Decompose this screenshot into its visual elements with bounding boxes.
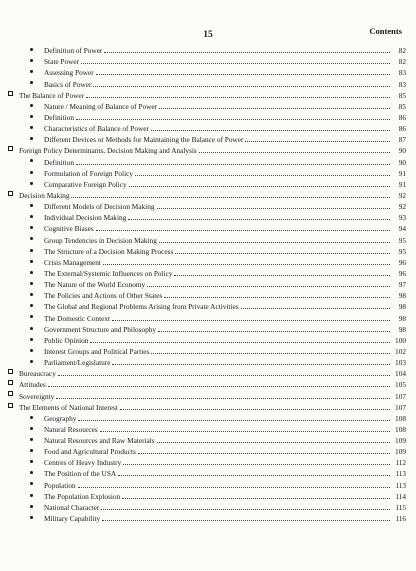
round-bullet-icon: [30, 282, 33, 285]
toc-entry-title: Population: [44, 480, 76, 490]
toc-entry-title: Interest Groups and Political Parties: [44, 346, 150, 356]
toc-entry-title: Definition of Power: [44, 46, 103, 56]
toc-entry-title: Different Devices or Methods for Maintaining the Balance of Power: [44, 135, 244, 145]
toc-page-number: 103: [395, 358, 406, 368]
round-bullet-icon: [30, 126, 33, 129]
toc-page-number: 108: [395, 413, 406, 423]
toc-entry-title: Crisis Management: [44, 257, 101, 267]
toc-page-number: 96: [398, 268, 406, 278]
dot-leader: [159, 242, 390, 243]
toc-entry-title: Comparative Foreign Policy: [44, 179, 127, 189]
square-bullet-icon: [8, 146, 13, 151]
toc-subsection-entry: [8, 233, 406, 244]
toc-subsection-entry: [8, 245, 406, 256]
toc-section-entry: [8, 389, 406, 400]
round-bullet-icon: [30, 182, 33, 185]
round-bullet-icon: [30, 360, 33, 363]
toc-subsection-entry: [8, 456, 406, 467]
toc-subsection-entry: [8, 222, 406, 233]
toc-page-number: 115: [395, 502, 406, 512]
toc-entry-title: Group Tendencies in Decision Making: [44, 235, 157, 245]
dot-leader: [151, 353, 390, 354]
dot-leader: [112, 364, 390, 365]
toc-subsection-entry: [8, 345, 406, 356]
toc-subsection-entry: [8, 267, 406, 278]
round-bullet-icon: [30, 70, 33, 73]
toc-subsection-entry: [8, 490, 406, 501]
dot-leader: [118, 475, 390, 476]
running-header-title: Contents: [369, 26, 402, 36]
toc-page-number: 102: [395, 346, 406, 356]
toc-section-entry: [8, 144, 406, 155]
toc-entry-title: Individual Decision Making: [44, 213, 127, 223]
toc-entry-title: Natural Resources and Raw Materials: [44, 436, 155, 446]
dot-leader: [76, 119, 390, 120]
round-bullet-icon: [30, 471, 33, 474]
toc-subsection-entry: [8, 467, 406, 478]
toc-entry-title: Decision Making: [19, 190, 70, 200]
toc-section-entry: [8, 378, 406, 389]
dot-leader: [147, 286, 390, 287]
toc-page-number: 90: [398, 157, 406, 167]
toc-page-number: 95: [398, 235, 406, 245]
toc-page-number: 113: [395, 469, 406, 479]
toc-page-number: 96: [398, 257, 406, 267]
toc-entry-title: Foreign Policy Determinants, Decision Making and Analysis: [19, 146, 197, 156]
toc-page-number: 91: [398, 168, 406, 178]
toc-subsection-entry: [8, 178, 406, 189]
toc-entry-title: Different Models of Decision Making: [44, 202, 155, 212]
toc-page-number: 93: [398, 213, 406, 223]
toc-page-number: 92: [398, 190, 406, 200]
dot-leader: [56, 398, 390, 399]
toc-page-number: 109: [395, 447, 406, 457]
toc-page-number: 100: [395, 335, 406, 345]
dot-leader: [245, 141, 390, 142]
toc-section-entry: [8, 367, 406, 378]
toc-section-entry: [8, 401, 406, 412]
toc-entry-title: Government Structure and Philosophy: [44, 324, 157, 334]
toc-entry-title: Parliament/Legislature: [44, 358, 111, 368]
round-bullet-icon: [30, 482, 33, 485]
round-bullet-icon: [30, 449, 33, 452]
dot-leader: [159, 108, 390, 109]
round-bullet-icon: [30, 494, 33, 497]
toc-entry-title: The External/Systemic Influences on Policy: [44, 268, 173, 278]
toc-page-number: 113: [395, 480, 406, 490]
dot-leader: [104, 52, 390, 53]
toc-page-number: 86: [398, 124, 406, 134]
toc-subsection-entry: [8, 111, 406, 122]
dot-leader: [76, 164, 390, 165]
toc-page-number: 105: [395, 380, 406, 390]
dot-leader: [199, 152, 390, 153]
toc-page-number: 107: [395, 402, 406, 412]
dot-leader: [151, 130, 390, 131]
dot-leader: [71, 197, 390, 198]
page-number: 15: [203, 30, 213, 40]
round-bullet-icon: [30, 237, 33, 240]
dot-leader: [175, 253, 390, 254]
dot-leader: [112, 320, 390, 321]
round-bullet-icon: [30, 137, 33, 140]
square-bullet-icon: [8, 369, 13, 374]
toc-subsection-entry: [8, 289, 406, 300]
toc-entry-title: The Elements of National Interest: [19, 402, 118, 412]
square-bullet-icon: [8, 91, 13, 96]
toc-entry-title: Nature / Meaning of Balance of Power: [44, 101, 158, 111]
dot-leader: [90, 342, 390, 343]
toc-entry-title: Definition: [44, 112, 74, 122]
round-bullet-icon: [30, 315, 33, 318]
toc-subsection-entry: [8, 423, 406, 434]
toc-entry-title: State Power: [44, 57, 80, 67]
toc-subsection-entry: [8, 155, 406, 166]
dot-leader: [48, 386, 390, 387]
dot-leader: [93, 86, 390, 87]
toc-page-number: 91: [398, 179, 406, 189]
toc-entry-title: Formulation of Foreign Policy: [44, 168, 133, 178]
toc-page-number: 90: [398, 146, 406, 156]
round-bullet-icon: [30, 48, 33, 51]
toc-entry-title: Attitudes: [19, 380, 46, 390]
round-bullet-icon: [30, 215, 33, 218]
toc-page-number: 98: [398, 291, 406, 301]
round-bullet-icon: [30, 516, 33, 519]
toc-page-number: 109: [395, 436, 406, 446]
toc-page-number: 112: [395, 458, 406, 468]
dot-leader: [96, 230, 390, 231]
dot-leader: [122, 498, 390, 499]
toc-entry-title: Centres of Heavy Industry: [44, 458, 122, 468]
square-bullet-icon: [8, 380, 13, 385]
dot-leader: [101, 509, 390, 510]
toc-page-number: 82: [398, 57, 406, 67]
toc-subsection-entry: [8, 434, 406, 445]
toc-entry-title: Geography: [44, 413, 77, 423]
toc-entry-title: Military Capability: [44, 514, 101, 524]
toc-section-entry: [8, 189, 406, 200]
dot-leader: [86, 97, 390, 98]
toc-page-number: 98: [398, 313, 406, 323]
round-bullet-icon: [30, 327, 33, 330]
round-bullet-icon: [30, 59, 33, 62]
toc-page-number: 82: [398, 46, 406, 56]
toc-subsection-entry: [8, 200, 406, 211]
dot-leader: [58, 375, 390, 376]
dot-leader: [129, 186, 390, 187]
round-bullet-icon: [30, 159, 33, 162]
round-bullet-icon: [30, 115, 33, 118]
toc-entry-title: The Policies and Actions of Other States: [44, 291, 163, 301]
toc-page-number: 116: [395, 514, 406, 524]
toc-section-entry: [8, 89, 406, 100]
square-bullet-icon: [8, 403, 13, 408]
toc-subsection-entry: [8, 77, 406, 88]
toc-subsection-entry: [8, 501, 406, 512]
round-bullet-icon: [30, 293, 33, 296]
toc-entry-title: The Nature of the World Economy: [44, 280, 146, 290]
toc-page-number: 87: [398, 135, 406, 145]
dot-leader: [128, 219, 390, 220]
dot-leader: [157, 442, 390, 443]
toc-page-number: 104: [395, 369, 406, 379]
toc-subsection-entry: [8, 478, 406, 489]
toc-entry-title: The Position of the USA: [44, 469, 117, 479]
round-bullet-icon: [30, 438, 33, 441]
toc-entry-title: Assessing Power: [44, 68, 94, 78]
toc-entry-title: Public Opinion: [44, 335, 89, 345]
toc-subsection-entry: [8, 167, 406, 178]
toc-entry-title: The Population Explosion: [44, 491, 121, 501]
square-bullet-icon: [8, 191, 13, 196]
toc-subsection-entry: [8, 278, 406, 289]
toc-page-number: 97: [398, 280, 406, 290]
dot-leader: [100, 431, 390, 432]
toc-entry-title: The Global and Regional Problems Arising from Private Activities: [44, 302, 239, 312]
toc-page-number: 83: [398, 79, 406, 89]
toc-page-number: 98: [398, 324, 406, 334]
toc-entry-title: Food and Agricultural Products: [44, 447, 136, 457]
toc-subsection-entry: [8, 323, 406, 334]
round-bullet-icon: [30, 204, 33, 207]
toc-subsection-entry: [8, 256, 406, 267]
dot-leader: [174, 275, 390, 276]
toc-entry-title: Sovereignty: [19, 391, 55, 401]
round-bullet-icon: [30, 271, 33, 274]
toc-page-number: 107: [395, 391, 406, 401]
dot-leader: [78, 487, 390, 488]
round-bullet-icon: [30, 349, 33, 352]
toc-subsection-entry: [8, 356, 406, 367]
toc-page-number: 85: [398, 90, 406, 100]
round-bullet-icon: [30, 304, 33, 307]
toc-page-number: 114: [395, 491, 406, 501]
dot-leader: [123, 464, 390, 465]
dot-leader: [164, 297, 390, 298]
toc-entry-title: Bureaucracy: [19, 369, 56, 379]
toc-entry-title: Characteristics of Balance of Power: [44, 124, 149, 134]
toc-subsection-entry: [8, 100, 406, 111]
table-of-contents: [8, 44, 406, 523]
round-bullet-icon: [30, 226, 33, 229]
round-bullet-icon: [30, 338, 33, 341]
toc-entry-title: Basics of Power: [44, 79, 92, 89]
toc-subsection-entry: [8, 445, 406, 456]
round-bullet-icon: [30, 427, 33, 430]
round-bullet-icon: [30, 249, 33, 252]
toc-subsection-entry: [8, 66, 406, 77]
dot-leader: [241, 308, 390, 309]
dot-leader: [78, 420, 390, 421]
toc-entry-title: Natural Resources: [44, 424, 98, 434]
toc-subsection-entry: [8, 55, 406, 66]
toc-entry-title: Definition: [44, 157, 74, 167]
toc-page-number: 108: [395, 424, 406, 434]
round-bullet-icon: [30, 460, 33, 463]
dot-leader: [135, 175, 390, 176]
toc-subsection-entry: [8, 122, 406, 133]
square-bullet-icon: [8, 391, 13, 396]
round-bullet-icon: [30, 505, 33, 508]
dot-leader: [81, 63, 390, 64]
dot-leader: [120, 409, 390, 410]
toc-subsection-entry: [8, 512, 406, 523]
toc-page-number: 86: [398, 112, 406, 122]
round-bullet-icon: [30, 81, 33, 84]
round-bullet-icon: [30, 104, 33, 107]
toc-page-number: 95: [398, 246, 406, 256]
toc-page-number: 83: [398, 68, 406, 78]
toc-subsection-entry: [8, 133, 406, 144]
toc-subsection-entry: [8, 44, 406, 55]
toc-page-number: 92: [398, 202, 406, 212]
toc-subsection-entry: [8, 334, 406, 345]
toc-subsection-entry: [8, 211, 406, 222]
toc-entry-title: The Structure of a Decision Making Process: [44, 246, 174, 256]
toc-page-number: 98: [398, 302, 406, 312]
round-bullet-icon: [30, 260, 33, 263]
toc-subsection-entry: [8, 300, 406, 311]
toc-entry-title: Cognitive Biases: [44, 224, 94, 234]
toc-entry-title: National Character: [44, 502, 100, 512]
dot-leader: [96, 74, 390, 75]
toc-entry-title: The Balance of Power: [19, 90, 85, 100]
toc-subsection-entry: [8, 311, 406, 322]
dot-leader: [158, 331, 390, 332]
toc-entry-title: The Domestic Context: [44, 313, 111, 323]
dot-leader: [138, 453, 390, 454]
toc-page-number: 85: [398, 101, 406, 111]
round-bullet-icon: [30, 416, 33, 419]
dot-leader: [103, 264, 390, 265]
toc-page-number: 94: [398, 224, 406, 234]
round-bullet-icon: [30, 171, 33, 174]
dot-leader: [102, 520, 390, 521]
dot-leader: [157, 208, 390, 209]
toc-subsection-entry: [8, 412, 406, 423]
